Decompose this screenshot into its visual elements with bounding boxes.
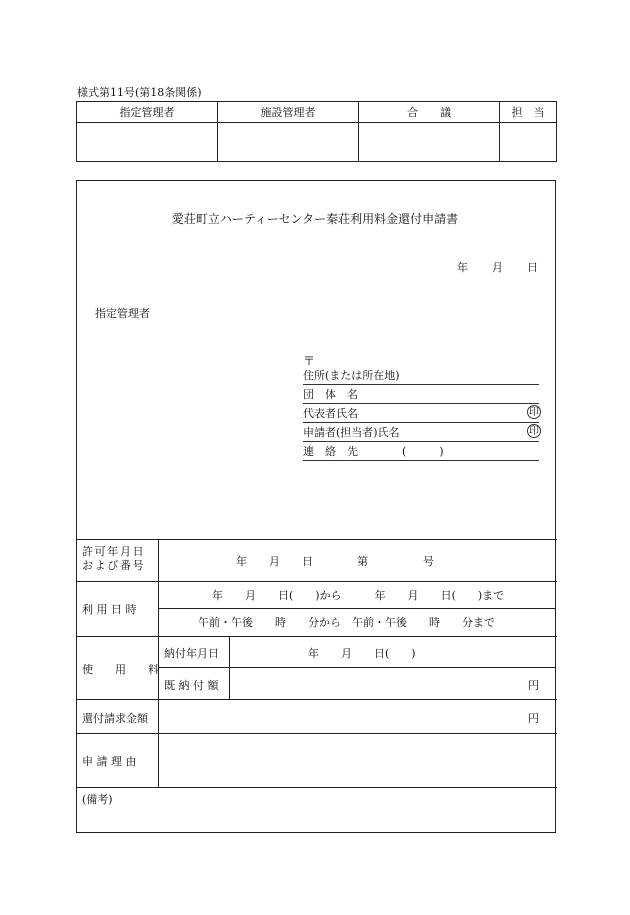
usage-datetime-label: 利 用 日 時 xyxy=(82,603,137,616)
approval-cell-designated-manager[interactable] xyxy=(77,123,218,162)
usage-date-range[interactable]: 年 月 日( )から 年 月 日( )まで xyxy=(212,589,505,602)
group-name-field[interactable] xyxy=(303,387,539,404)
approval-header-designated-manager: 指定管理者 xyxy=(77,102,218,123)
paid-date-label: 納付年月日 xyxy=(164,647,219,660)
paid-date-value[interactable]: 年 月 日( ) xyxy=(308,647,416,660)
approval-cell-consultation[interactable] xyxy=(359,123,500,162)
row-divider xyxy=(76,539,557,540)
form-number: 様式第11号(第18条関係) xyxy=(77,86,202,99)
approval-table xyxy=(76,101,557,162)
row-divider xyxy=(76,787,557,788)
group-name-label: 団 体 名 xyxy=(303,388,358,401)
fee-inner-divider xyxy=(158,667,556,668)
fee-sub-column-divider xyxy=(229,636,230,699)
representative-name-label: 代表者氏名 xyxy=(303,407,358,420)
row-divider xyxy=(76,581,557,582)
contact-label: 連 絡 先 ( ) xyxy=(303,445,444,458)
row-divider xyxy=(76,636,557,637)
permit-date-number[interactable]: 年 月 日 第 号 xyxy=(236,555,434,568)
remarks-input-area[interactable] xyxy=(77,805,555,831)
paid-amount-label: 既 納 付 額 xyxy=(164,679,219,692)
address-field[interactable] xyxy=(303,368,539,385)
approval-cell-facility-manager[interactable] xyxy=(218,123,359,162)
reason-label: 申 請 理 由 xyxy=(82,755,137,768)
applicant-name-label: 申請者(担当者)氏名 xyxy=(303,426,400,439)
seal-mark: 印 xyxy=(529,426,539,437)
approval-cell-in-charge[interactable] xyxy=(500,123,557,162)
usage-inner-divider xyxy=(158,608,556,609)
remarks-label: (備考) xyxy=(82,793,113,806)
row-divider xyxy=(76,699,557,700)
representative-name-field[interactable] xyxy=(303,406,539,423)
approval-header-in-charge: 担 当 xyxy=(500,102,557,123)
refund-amount-label: 還付請求金額 xyxy=(82,712,148,725)
seal-mark: 印 xyxy=(529,407,539,418)
applicant-name-field[interactable] xyxy=(303,425,539,442)
date-day: 日 xyxy=(527,261,538,274)
address-label: 住所(または所在地) xyxy=(303,369,400,382)
reason-input-area[interactable] xyxy=(159,734,555,786)
approval-header-consultation: 合 議 xyxy=(359,102,500,123)
addressee: 指定管理者 xyxy=(95,307,150,320)
refund-amount-yen: 円 xyxy=(528,712,539,725)
postal-mark: 〒 xyxy=(303,354,316,368)
application-date xyxy=(457,259,538,275)
fee-label: 使 用 料 xyxy=(82,663,159,676)
approval-header-facility-manager: 施設管理者 xyxy=(218,102,359,123)
contact-field[interactable] xyxy=(303,444,539,461)
date-year: 年 xyxy=(457,261,468,274)
usage-time-range[interactable]: 午前・午後 時 分から 午前・午後 時 分まで xyxy=(198,616,495,629)
permit-label: 許可年月日 および番号 xyxy=(82,545,146,572)
document-title: 愛荘町立ハーティーセンター秦荘利用料金還付申請書 xyxy=(171,212,459,226)
date-month: 月 xyxy=(492,261,503,274)
paid-amount-yen: 円 xyxy=(528,679,539,692)
